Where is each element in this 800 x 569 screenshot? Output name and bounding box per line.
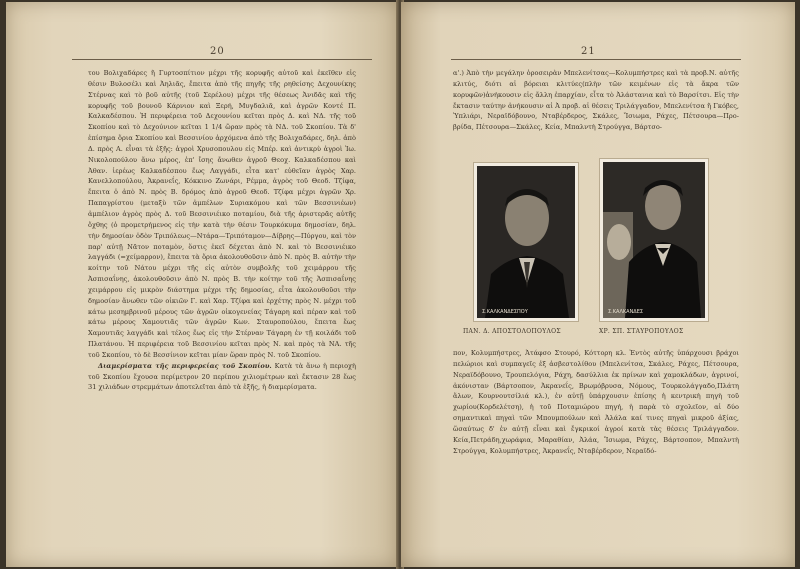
photo-1-caption: ΠΑΝ. Δ. ΑΠΟΣΤΟΛΟΠΟΥΛΟΣ	[463, 328, 561, 335]
photo-2-caption: ΧΡ. ΣΠ. ΣΤΑΥΡΟΠΟΥΛΟΣ	[599, 328, 684, 335]
section-heading: Διαμερίσματα τῆς περιφερείας τοῦ Σκοπίου.	[98, 361, 272, 370]
portrait-photo-1	[473, 162, 579, 322]
left-header-rule	[72, 59, 372, 60]
photo-2-stamp: Σ.ΚΑΛΚΑΝΔΕΣ	[608, 309, 644, 315]
left-tail-text: Κατὰ τὰ ἄνω ἡ περιοχὴ τοῦ Σκοπίου ἔχουσα περίμετρον 20 περίπου χιλιομέτρων καὶ ἔκτασιν 28 ἕως 31 χιλιάδων στρεμμάτων ἀποτελεῖται ἀπὸ τὰ ἑξῆς, ἡ διαμερίσματα.	[88, 361, 356, 392]
portrait-1-image	[477, 166, 575, 318]
portrait-photo-2	[599, 158, 709, 322]
right-outro-text: πον, Κολυμπήστρες, Ἁτάφσο Στουρό, Κόττορη κλ. Ἐντὸς αὐτῆς ὑπάρχουσι βράχοι πελώριοι καὶ συμπαγεῖς ἐξ ἀσβεστολίθου (Μπελενίτσα, Σκάλες, Ράχες, Πέτσουρα, Νεραϊδόβουνο, Τρουπελόγια, Ράχη, δασύλλια ἐκ πρίνων καὶ χαμοκλάδων, ἀγρινοί, ἀκόνισταν (Βάρτσοπον, Ἀκρανεΐς, Βρωμόβρυσα, Νόμους, Τουρκολάγγαδο,Πλάτη ἄλων, Κουρνουτσίλιά κλ.), ἐν αὐτῇ ὑπάρχουσιν ἐπίσης ἡ κεντρικὴ πηγὴ τοῦ χωρίου(Κορδελέτση), ἡ τοῦ Ποταμιώρου πηγή, ἡ παρὰ τὸ σχολεῖον, αἱ δύο σημαντικαὶ πηγαὶ τῶν Μπουμπούλων καὶ Ἀλάλα καί τινες πηγαὶ μικροῦ ἀξίας, ὥσαύτως δ' ἐν αὐτῇ εἶναι καὶ ἔγκρικοί ἀγροί κατὰ τὰς θέσεις Τριλάγγαδον. Κεία,Πετράδη,χωράφια, Μαραθίαν, Ἀλάα, Ἴσιωμα, Ράχες, Βάρτσοπον, Μπαλντὴ Στρούγγα, Κολυμπήστρες, Ἀκρανεΐς, Νταβέρδερον, Νεραϊδό-	[453, 349, 739, 455]
right-header-rule	[451, 59, 741, 60]
right-page-number: 21	[581, 46, 596, 57]
right-page	[401, 2, 795, 567]
left-section	[88, 361, 356, 394]
left-page-number: 20	[210, 46, 225, 57]
right-intro-text: α'.) Ἀπὸ τὴν μεγάλην ὀροσειρὰν Μπελενίτσας—Κολυμπήστρες καὶ τὰ προβ.Ν. αὐτῆς κλιτύς, διότι αἱ βόρειαι κλιτύες(πλὴν τῶν κειμένων εἰς τὰ ἄκρα τῶν κορυφῶν)ἀνήκουσιν εἰς ἄλλη ἐπαρχίαν, εἶτα τὸ Ἀλάστανια καὶ τὸ Βαρσίτσι. Εἰς τὴν ἔκτασιν ταύτην ἀνήκουσιν αἱ Ἀ προβ. αἱ θέσεις Τριλάγγαδον, Μπελενίτσα ἢ Γκόβες, Ὑπλιάρι, Νεραϊδόβουνο, Νταβέρδερος, Σκάλες, Ἴσιωμα, Ράχες, Πέτσουρα—Προβρίδα, Πέτσουρα—Σκάλες, Κεία, Μπαλντὴ Στρούγγα, Βάρτσο-	[453, 69, 739, 132]
left-body-text: του Βολιχαδάρες ἢ Γυρτοσπίτιον μέχρι τῆς κορυφῆς αὐτοῦ καὶ ἐκεῖθεν εἰς θέσιν Βυλοσέλι καὶ Ἀηλιᾶς, ἔπειτα ἀπὸ τῆς πηγῆς τῆς ρηθείσης Δεχουνίκης Στέρνας καὶ τὸ βοῦ αὐτῆς (τοῦ Σερέλου) μέχρι τῆς θέσεως Ἁνιδᾶς καὶ τῆς κορυφῆς τοῦ βουνοῦ Κάρνιον καὶ Ξερή, Μυγδαλιᾶ, καὶ ἀγρῶν Κοντέ Π. Καλκαδέσπου. Ἡ περιφέρεια τοῦ Δεχουνίου κεῖται πρὸς Δ. καὶ ΝΔ. τῆς τοῦ Σκοπίου καὶ τὸ Δεχούνιον κεῖται 1 1/4 ὥραν πρὸς τὰ ΝΔ. τοῦ Σκοπίου. Τὰ δ' ἐπίσημα ὅρια Σκοπίου καὶ Βεσσινίου ἀρχόμενα ἀπὸ τῆς Βολιχαδάρες, δηλ. ἀπὸ Δ. πρὸς Α. εἶναι τὰ ἑξῆς: ἀγροὶ Χρυσοπουλου εἰς Μπέρ. καὶ ἀντικρὺ ἀγροὶ Ἰω. Νικολοπούλου ἄνω μέρος, ἐπ' ἴσης ἄνωθεν ἀγροῦ Θεοχ. Καλκαδέσπου καὶ Ἀθαν. ἱερέως Καλκαδέσπου ἕως Λαγγάδι, εἶτα κατ' εὐθεῖαν ἀγρὸς Χαρ. Κανελλοπούλου, Ἀκρανεΐς, Κόκκινο Ζωνάρι, Ρέμμα, ἀγρὸς τοῦ Θεοδ. Τζίφα, ἔπειτα ὁ ἀπὸ Ν. πρὸς Β. δρόμος ἀπὸ ἀγροῦ Θεοδ. Τζίφα μέχρι ἀγρῶν Χρ. Παπαγρίστου (μεταξὺ τῶν ἀμπέλων Συριακόμου καὶ τῶν Βεσσινιέων) ἀμπέλιον ἀγρὸς πρὸς Δ. τοῦ Βεσσινιέικο ποταμίου, διὰ τῆς ἀριστερᾶς αὐτῆς ὄχθης (ὁ προμετρήμενος εἰς τὴν κατὰ τὴν θέσιν Τουρκόκυμα δημοσίαν, δηλ. τὴν δημοσίαν ὁδὸν Τριπόλεως—Ντάρα—Τριπόταμον—Δίβρης—Πύργου, καὶ τὸν παρ' αὐτῇ Νᾶτον ποταμὸν, ὅστις ἐκεῖ δέχεται ἀπὸ Ν. καὶ τὸ Βεσσινιέικο λαγγάδι (=χείμαρρον), ἔπειτα τὰ ὅρια ἀκολουθοῦσιν ἀπὸ Ν. πρὸς Β. αὐτὴν τὴν κοίτην τοῦ Νάτου μέχρι τῆς εἰς αὐτὸν συμβολῆς τοῦ χειμάρρου τῆς Ἀσπισαΐνης, ἀκολουθοῦσιν ἀπὸ Ν. πρὸς Β. τὴν κοίτην τοῦ τῆς Ἀσπισαΐνης χειμάρρου εἰς μικρὸν διάστημα μέχρι τῆς δημοσίας, εἶτα ἀκολουθοῦσι τὴν δημοσίαν ἄνωθεν τῶν οἰκιῶν Γ. καὶ Χαρ. Τζίφα καὶ ἐρχέτης πρὸς Ν. μέχρι τοῦ κάτω μεσημβρινοῦ μέρους τῶν ἀγρῶν οἰκογενείας Τάγαρη καὶ πέραν καὶ τοῦ κάτω μέρους Χαμουτιᾶς τῶν ἀγρῶν Κων. Σταυροπούλου, ἔπειτα ἕως Χαμουτιᾶς λαγγάδι καὶ τέλος ἕως εἰς τὴν Στέρναν Τάγαρη ἐν τῇ κοιλάδι τοῦ Πλατάνου. Ἡ περιφέρεια τοῦ Βεσσινίου κεῖται πρὸς Ν. καὶ πρὸς τὰ ΝΑ. τῆς τοῦ Σκοπίου, τὸ δὲ Βεσσίνιον κεῖται μίαν ὥραν πρὸς Ν. τοῦ Σκοπίου.	[88, 69, 356, 359]
left-page	[6, 2, 398, 567]
photo-1-stamp: Σ.ΚΑΛΚΑΝΔΕΣΠΟΥ	[482, 309, 528, 315]
left-text-block	[88, 68, 356, 393]
portrait-2-image	[603, 162, 705, 318]
